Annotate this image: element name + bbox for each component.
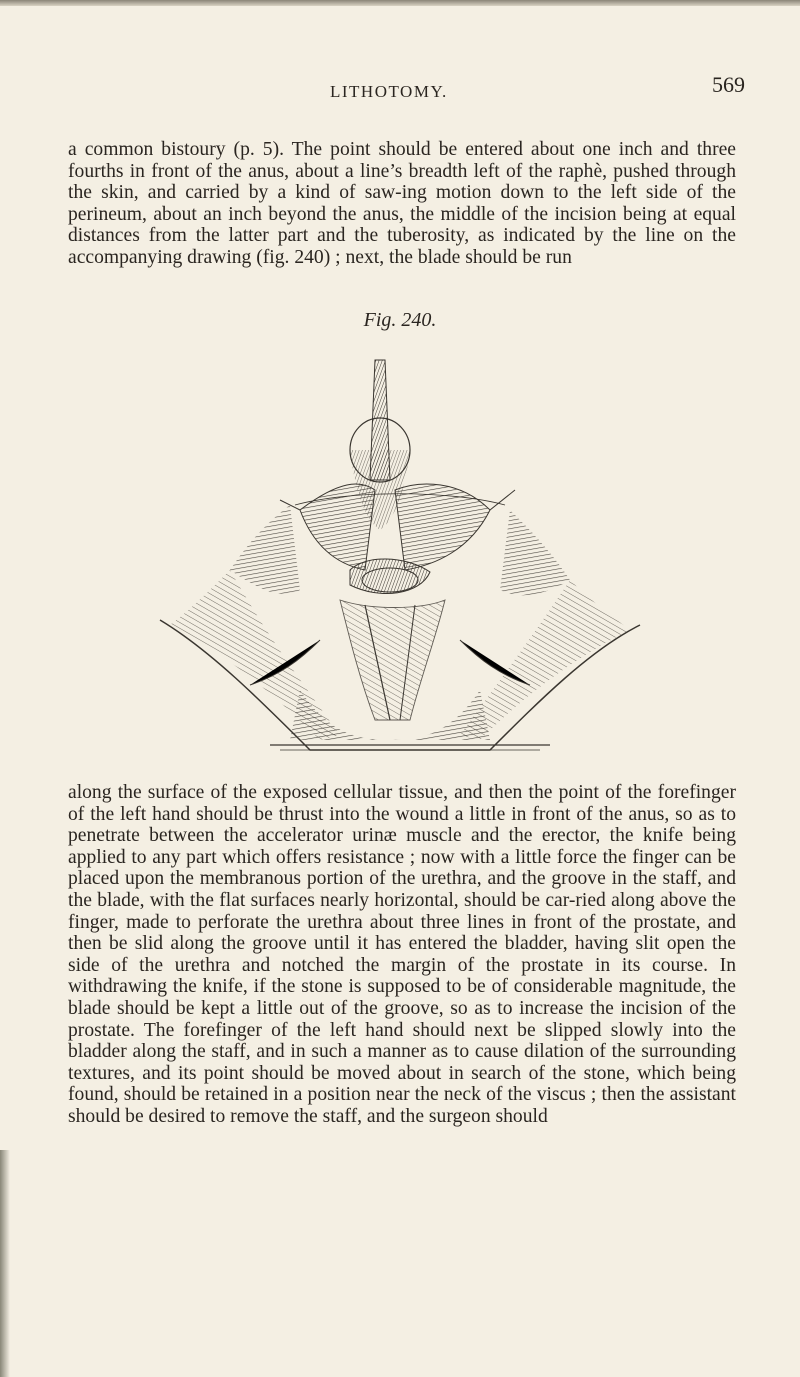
- page-edge-shadow: [0, 1150, 10, 1377]
- perineum-illustration: [150, 340, 650, 780]
- page-top-border: [0, 0, 800, 6]
- page-number: 569: [712, 72, 745, 97]
- paragraph-2: along the surface of the exposed cellular tissue, and then the point of the forefinger of the left hand should be thrust into the wound a little in front of the anus, so as to penetrate between the accelerator urinæ muscle and the erector, the knife being applied to any part which offers resistance ; now with a little force the finger can be placed upon the membranous portion of the urethra, and the groove in the staff, and the blade, with the flat surfaces nearly horizontal, should be car-ried along above the finger, made to perforate the urethra about three lines in front of the prostate, and then be slid along the groove until it has entered the bladder, having slit open the side of the urethra and notched the margin of the prostate in its course. In withdrawing the knife, if the stone is supposed to be of considerable magnitude, the blade should be kept a little out of the groove, so as to increase the incision of the prostate. The forefinger of the left hand should next be slipped slowly into the bladder along the staff, and in such a manner as to cause dilation of the surrounding textures, and its point should be moved about in search of the stone, which being found, should be retained in a position near the neck of the viscus ; then the assistant should be desired to remove the staff, and the surgeon should: [68, 782, 736, 1127]
- running-head: [0, 72, 800, 116]
- figure-240-perineum-engraving: [150, 340, 650, 780]
- running-title: LITHOTOMY.: [330, 82, 448, 101]
- figure-caption: Fig. 240.: [363, 309, 437, 331]
- paragraph-1: a common bistoury (p. 5). The point should be entered about one inch and three fourths in front of the anus, about a line’s breadth left of the raphè, pushed through the skin, and carried by a kind of saw-ing motion down to the left side of the perineum, about an inch beyond the anus, the middle of the incision being at equal distances from the latter part and the tuberosity, as indicated by the line on the accompanying drawing (fig. 240) ; next, the blade should be run: [68, 139, 736, 268]
